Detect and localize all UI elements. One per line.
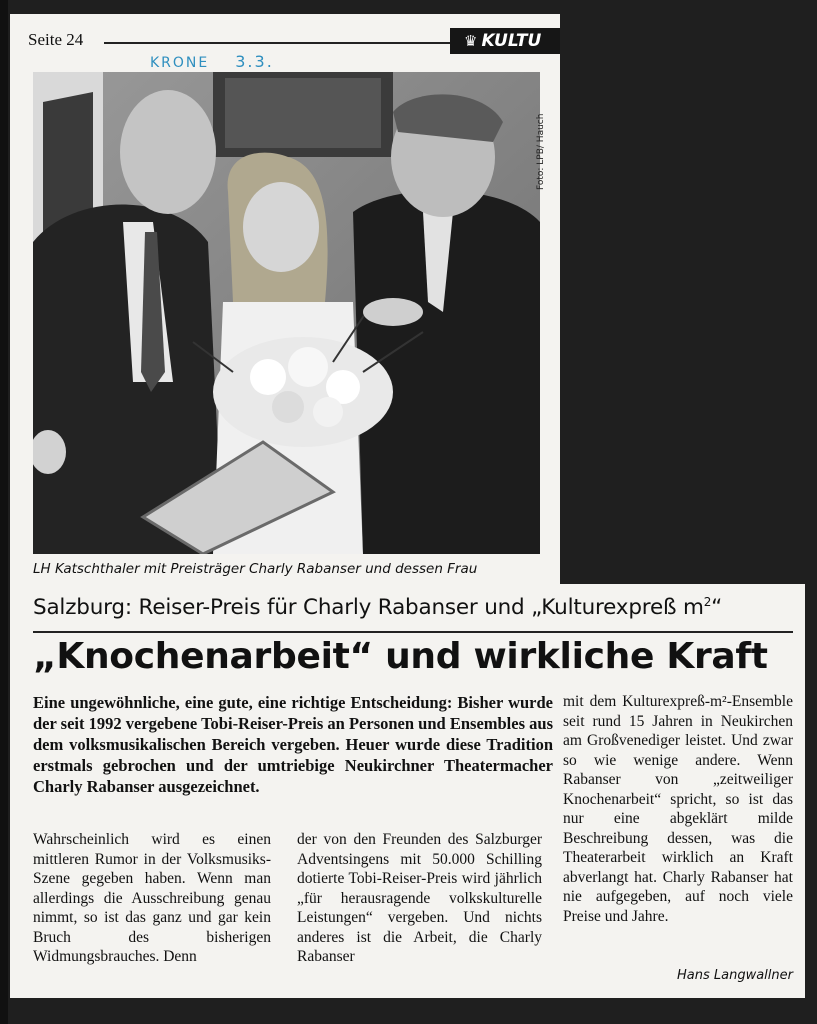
kicker-closing-quote: “: [711, 595, 723, 621]
handwritten-date: 3.3.: [235, 52, 274, 71]
section-tab-label: KULTU: [481, 31, 542, 51]
kicker-rule: [33, 631, 793, 633]
photo-credit: Foto: LPB/ Hauch: [536, 113, 546, 190]
section-tab: [450, 28, 560, 54]
page-label: Seite 24: [28, 30, 84, 49]
header-rule: [104, 42, 450, 44]
photo-illustration: [33, 72, 540, 554]
scan-background-edge: [0, 0, 8, 1024]
article-headline: „Knochenarbeit“ und wirkliche Kraft: [33, 636, 768, 677]
handwritten-note: [150, 52, 274, 71]
article-author: Hans Langwallner: [677, 968, 793, 983]
kicker-text: Salzburg: Reiser-Preis für Charly Rabanser und „Kulturexpreß m: [33, 595, 704, 621]
news-photo: [33, 72, 540, 554]
article-column-1: Wahrscheinlich wird es einen mittleren Rumor in der Volksmusiks-Szene gegeben haben. Wenn man allerdings die Ausschreibung genau nimmt, so ist das ganz und gar kein Bruch des bisherigen Widmungsbrauches. Denn: [33, 831, 271, 965]
crown-icon: ♛: [464, 32, 478, 50]
kicker-superscript: 2: [703, 595, 712, 609]
article-column-2: der von den Freunden des Salzburger Adventsingens mit 50.000 Schilling dotierte Tobi-Reiser-Preis wird jährlich „für herausragende volkskulturelle Leistungen“ vergeben. Und nichts anderes ist die Arbeit, die Charly Rabanser: [297, 831, 542, 965]
article-kicker: [33, 595, 803, 620]
photo-caption: LH Katschthaler mit Preisträger Charly Rabanser und dessen Frau: [33, 561, 478, 577]
article-lead: Eine ungewöhnliche, eine gute, eine richtige Entscheidung: Bisher wurde der seit 1992 vergebene Tobi-Reiser-Preis an Personen und Ensembles aus dem volksmusikalischen Bereich vergeben. Heuer wurde diese Tradition erstmals gebrochen und der umtriebige Neukirchner Theatermacher Charly Rabanser ausgezeichnet.: [33, 693, 553, 796]
article-column-3: mit dem Kulturexpreß-m²-Ensemble seit rund 15 Jahren in Neukirchen am Großvenediger leistet. Und zwar so wie wenige andere. Wenn Rabanser von „zeitweiliger Knochenarbeit“ spricht, so ist das nur eine abgeklärt milde Beschreibung dessen, was die Theaterarbeit wirklich an Kraft abverlangt hat. Charly Rabanser hat nie aufgegeben, auf noch viele Preise und Jahre.: [563, 693, 793, 925]
handwritten-source: KRONE: [150, 55, 210, 71]
